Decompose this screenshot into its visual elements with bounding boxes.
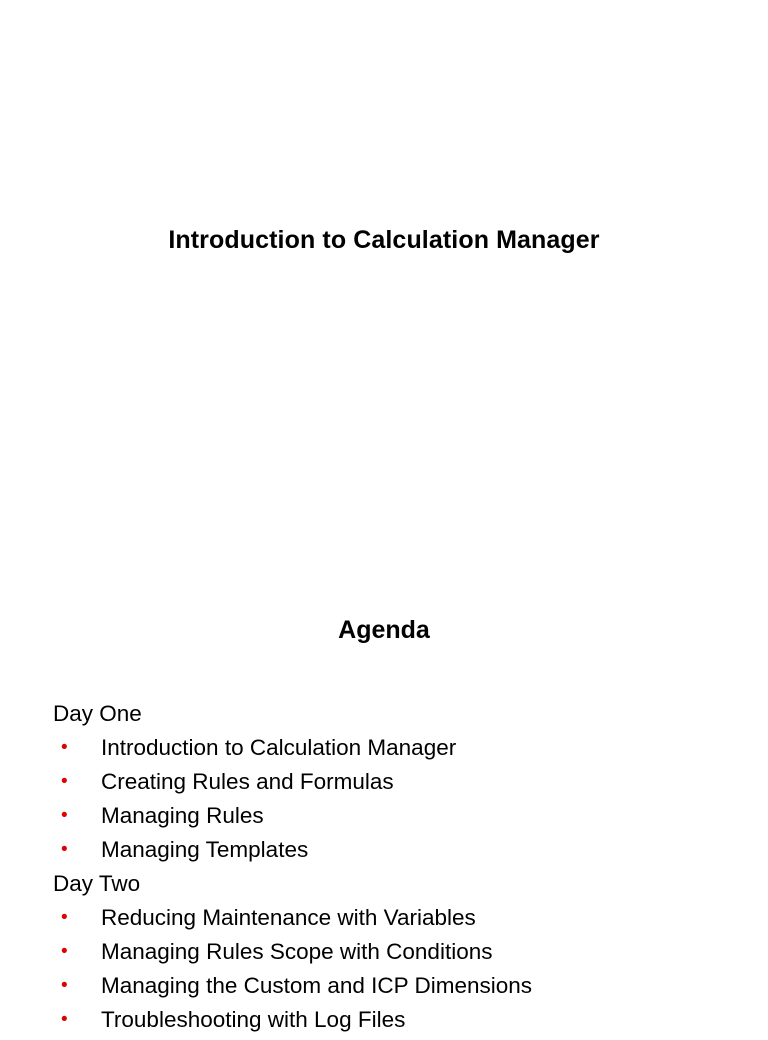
bullet-icon: • [61,805,68,826]
bullet-icon: • [61,941,68,962]
list-item [53,938,753,972]
list-item-text: Managing the Custom and ICP Dimensions [101,973,533,998]
list-item [53,768,753,802]
agenda-heading: Agenda [338,616,430,644]
day-one-list [53,734,753,870]
section-label-day-one: Day One [53,701,142,726]
bullet-icon: • [61,1009,68,1030]
day-two-list [53,904,753,1040]
list-item-text: Managing Rules [101,803,264,828]
list-item-text: Troubleshooting with Log Files [101,1007,406,1032]
bullet-icon: • [61,907,68,928]
list-item [53,734,753,768]
page-title: Introduction to Calculation Manager [168,226,600,254]
bullet-icon: • [61,771,68,792]
section-label-day-two: Day Two [53,871,141,896]
agenda-body [53,700,753,1040]
list-item-text: Creating Rules and Formulas [101,769,394,794]
bullet-icon: • [61,975,68,996]
list-item-text: Managing Rules Scope with Conditions [101,939,493,964]
list-item-text: Reducing Maintenance with Variables [101,905,476,930]
list-item [53,1006,753,1040]
list-item [53,836,753,870]
list-item [53,802,753,836]
list-item-text: Managing Templates [101,837,309,862]
bullet-icon: • [61,839,68,860]
list-item [53,972,753,1006]
list-item-text: Introduction to Calculation Manager [101,735,457,760]
bullet-icon: • [61,737,68,758]
list-item [53,904,753,938]
